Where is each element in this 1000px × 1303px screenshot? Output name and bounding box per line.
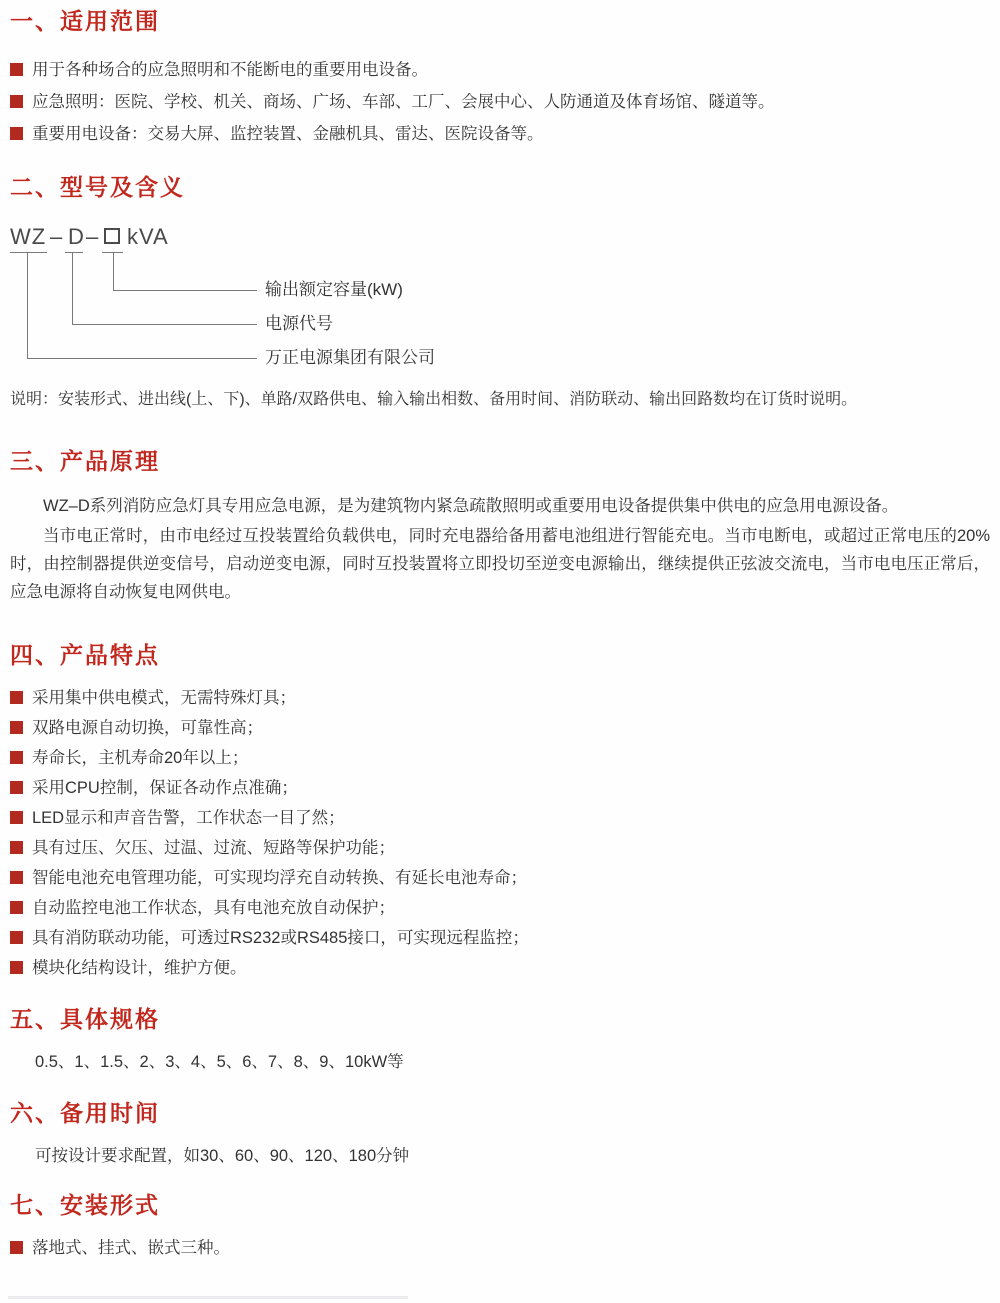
bullet-square-icon [10,931,23,944]
bullet-square-icon [10,781,23,794]
connector-line [113,290,257,291]
bullet-square-icon [10,811,23,824]
connector-line [113,253,114,290]
diagram-label-capacity: 输出额定容量(kW) [265,280,403,299]
list-item [10,122,990,146]
paragraph: WZ–D系列消防应急灯具专用应急电源，是为建筑物内紧急疏散照明或重要用电设备提供集中供电的应急用电源设备。 [43,497,899,515]
diagram-label-power-code: 电源代号 [265,314,333,333]
bullet-square-icon [10,95,23,108]
list-item [10,866,990,890]
connector-line [72,324,257,325]
bullet-square-icon [10,901,23,914]
model-designation-diagram [10,224,990,374]
list-item [10,1236,990,1260]
section-title-installation: 七、安装形式 [10,1192,160,1218]
installation-list [10,1236,990,1260]
ordering-note: 说明：安装形式、进出线(上、下)、单路/双路供电、输入输出相数、备用时间、消防联动、输出回路数均在订货时说明。 [10,391,858,408]
list-item [10,776,990,800]
model-dash: – [50,224,64,249]
model-prefix: WZ [10,224,47,249]
bullet-square-icon [10,127,23,140]
section-title-model: 二、型号及含义 [10,174,185,200]
bullet-square-icon [10,63,23,76]
bullet-text: 落地式、挂式、嵌式三种。 [32,1239,230,1257]
connector-line [72,253,73,324]
bullet-text: 用于各种场合的应急照明和不能断电的重要用电设备。 [32,61,428,79]
list-item [10,956,990,980]
connector-line [27,358,257,359]
bullet-square-icon [10,841,23,854]
bullet-text: 采用集中供电模式，无需特殊灯具； [32,689,296,707]
model-capacity-box-icon [104,228,120,244]
scope-list [10,58,990,146]
diagram-label-company: 万正电源集团有限公司 [265,348,435,367]
bullet-square-icon [10,751,23,764]
bullet-text: 自动监控电池工作状态，具有电池充放自动保护； [32,899,395,917]
cropped-next-section-artifact [8,1296,408,1299]
section-title-principle: 三、产品原理 [10,448,160,474]
principle-paragraphs [10,492,990,606]
backup-time-values: 可按设计要求配置，如30、60、90、120、180分钟 [35,1147,410,1165]
list-item [10,926,990,950]
bullet-square-icon [10,721,23,734]
model-dash: – [86,224,100,249]
specs-values: 0.5、1、1.5、2、3、4、5、6、7、8、9、10kW等 [35,1053,404,1071]
bullet-square-icon [10,691,23,704]
connector-line [27,253,28,358]
list-item [10,716,990,740]
bullet-text: 双路电源自动切换，可靠性高； [32,719,263,737]
underline-mark [65,252,83,253]
bullet-text: 采用CPU控制，保证各动作点准确； [32,779,298,797]
section-title-scope: 一、适用范围 [10,8,160,34]
model-power-code: D [68,224,85,249]
bullet-text: 具有过压、欠压、过温、过流、短路等保护功能； [32,839,395,857]
model-suffix: kVA [127,224,169,249]
bullet-text: 重要用电设备：交易大屏、监控装置、金融机具、雷达、医院设备等。 [32,125,544,143]
section-title-features: 四、产品特点 [10,642,160,668]
list-item [10,896,990,920]
bullet-square-icon [10,1241,23,1254]
list-item [10,686,990,710]
feature-list [10,686,990,980]
list-item [10,836,990,860]
underline-mark [10,252,47,253]
bullet-text: 应急照明：医院、学校、机关、商场、广场、车部、工厂、会展中心、人防通道及体育场馆、隧道等。 [32,93,775,111]
bullet-text: 智能电池充电管理功能，可实现均浮充自动转换、有延长电池寿命； [32,869,527,887]
list-item [10,746,990,770]
bullet-text: 模块化结构设计，维护方便。 [32,959,247,977]
bullet-text: 寿命长，主机寿命20年以上； [32,749,249,767]
bullet-text: LED显示和声音告警，工作状态一目了然； [32,809,345,827]
list-item [10,806,990,830]
bullet-square-icon [10,871,23,884]
list-item [10,90,990,114]
section-title-backup-time: 六、备用时间 [10,1100,160,1126]
bullet-square-icon [10,961,23,974]
section-title-specs: 五、具体规格 [10,1006,160,1032]
paragraph: 当市电正常时，由市电经过互投装置给负载供电，同时充电器给备用蓄电池组进行智能充电。当市电断电，或超过正常电压的20%时，由控制器提供逆变信号，启动逆变电源，同时互投装置将立即投切至逆变电源输出，继续提供正弦波交流电，当市电电压正常后，应急电源将自动恢复电网供电。 [10,527,990,601]
list-item [10,58,990,82]
bullet-text: 具有消防联动功能，可透过RS232或RS485接口，可实现远程监控； [32,929,529,947]
